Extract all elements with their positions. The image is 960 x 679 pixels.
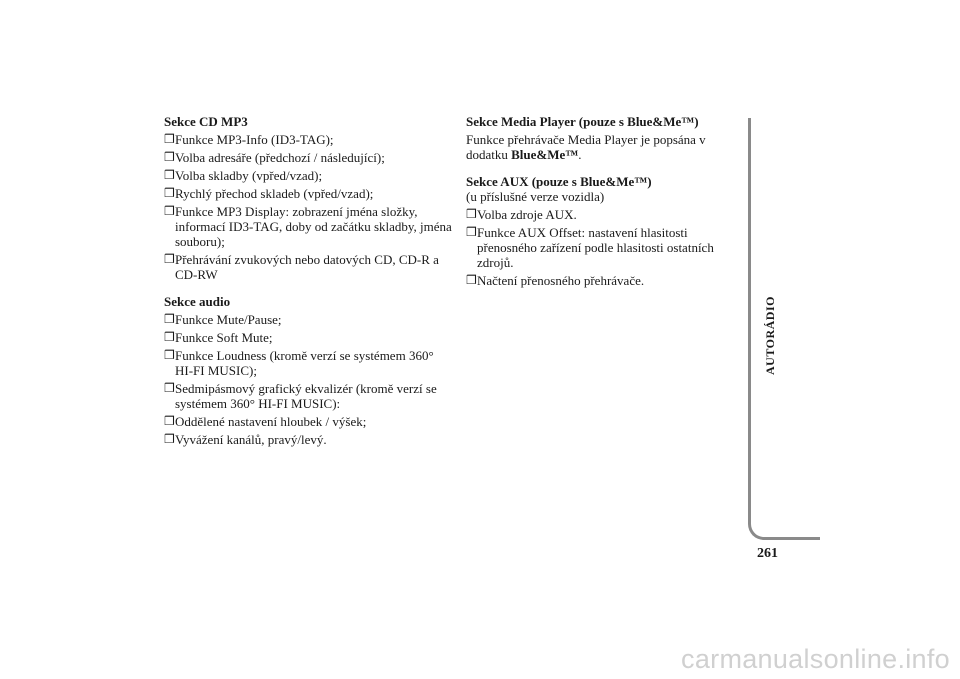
blue-me-reference: Blue&Me™ <box>511 147 579 162</box>
right-column <box>466 114 746 300</box>
section-heading-aux: Sekce AUX (pouze s Blue&Me™) <box>466 174 652 189</box>
list-item: ❒ Funkce Loudness (kromě verzí se systémem 360° HI-FI MUSIC); <box>164 348 434 378</box>
checkbox-bullet-icon: ❒ <box>164 330 175 344</box>
list-cd-mp3 <box>164 132 454 282</box>
checkbox-bullet-icon: ❒ <box>466 225 477 239</box>
chapter-label: AUTORÁDIO <box>762 295 777 375</box>
section-aux <box>466 174 746 288</box>
list-aux <box>466 207 746 288</box>
list-item: ❒ Vyvážení kanálů, pravý/levý. <box>164 432 327 447</box>
checkbox-bullet-icon: ❒ <box>164 381 175 395</box>
checkbox-bullet-icon: ❒ <box>164 252 175 266</box>
checkbox-bullet-icon: ❒ <box>164 204 175 218</box>
list-item: ❒ Sedmipásmový grafický ekvalizér (kromě verzí se systémem 360° HI-FI MUSIC): <box>164 381 437 411</box>
list-item: ❒ Volba adresáře (předchozí / následující); <box>164 150 385 165</box>
checkbox-bullet-icon: ❒ <box>164 186 175 200</box>
list-item: ❒ Funkce Soft Mute; <box>164 330 273 345</box>
media-player-description: Funkce přehrávače Media Player je popsána v dodatku Blue&Me™. <box>466 132 706 162</box>
list-item: ❒ Načtení přenosného přehrávače. <box>466 273 645 288</box>
list-item: ❒ Rychlý přechod skladeb (vpřed/vzad); <box>164 186 374 201</box>
watermark: carmanualsonline.info <box>681 644 950 674</box>
checkbox-bullet-icon: ❒ <box>164 168 175 182</box>
checkbox-bullet-icon: ❒ <box>164 312 175 326</box>
checkbox-bullet-icon: ❒ <box>164 150 175 164</box>
list-item: ❒ Oddělené nastavení hloubek / výšek; <box>164 414 367 429</box>
aux-subheading: (u příslušné verze vozidla) <box>466 189 605 204</box>
checkbox-bullet-icon: ❒ <box>164 132 175 146</box>
left-column <box>164 114 454 459</box>
checkbox-bullet-icon: ❒ <box>466 273 477 287</box>
section-media-player <box>466 114 746 162</box>
list-audio <box>164 312 454 447</box>
list-item: ❒ Volba zdroje AUX. <box>466 207 577 222</box>
checkbox-bullet-icon: ❒ <box>164 414 175 428</box>
section-heading-cd-mp3: Sekce CD MP3 <box>164 114 248 129</box>
page-number: 261 <box>757 546 778 561</box>
section-heading-media-player: Sekce Media Player (pouze s Blue&Me™) <box>466 114 699 129</box>
list-item: ❒ Přehrávání zvukových nebo datových CD, CD-R a CD-RW <box>164 252 439 282</box>
checkbox-bullet-icon: ❒ <box>164 348 175 362</box>
list-item: ❒ Funkce AUX Offset: nastavení hlasitosti přenosného zařízení podle hlasitosti ostatních zdrojů. <box>466 225 714 270</box>
list-item: ❒ Volba skladby (vpřed/vzad); <box>164 168 323 183</box>
list-item: ❒ Funkce Mute/Pause; <box>164 312 282 327</box>
list-item: ❒ Funkce MP3 Display: zobrazení jména složky, informací ID3-TAG, doby od začátku skladby, jména souboru); <box>164 204 452 249</box>
checkbox-bullet-icon: ❒ <box>466 207 477 221</box>
section-audio <box>164 294 454 447</box>
list-item: ❒ Funkce MP3-Info (ID3-TAG); <box>164 132 334 147</box>
section-cd-mp3 <box>164 114 454 282</box>
checkbox-bullet-icon: ❒ <box>164 432 175 446</box>
section-heading-audio: Sekce audio <box>164 294 231 309</box>
